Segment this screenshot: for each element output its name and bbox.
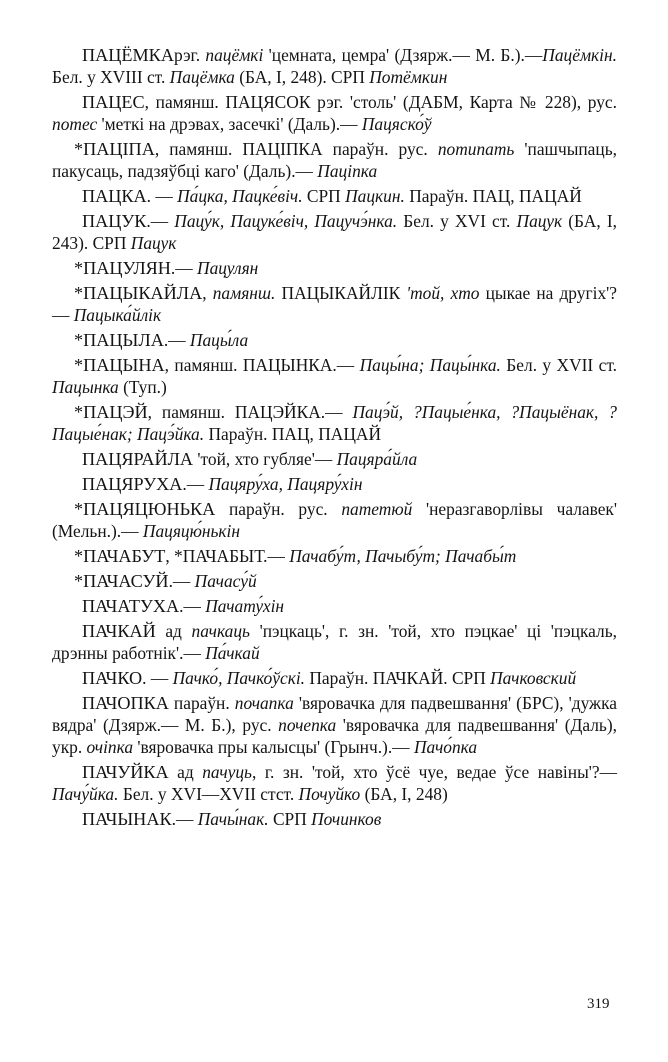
entry-italic-text: Пацяра́йла xyxy=(336,449,418,469)
entry-italic-text: Пацiпка xyxy=(317,161,378,181)
entry-text: рэг. xyxy=(173,45,206,65)
entry-italic-text: потес xyxy=(52,114,98,134)
entry-text: 'неразгаворлівы чалавек' (Мельн.).— xyxy=(52,499,618,541)
page-number: 319 xyxy=(587,996,610,1012)
entry-italic-text: Пацы́ла xyxy=(189,330,249,350)
entry-italic-text: Пачы́нак. xyxy=(197,809,269,829)
entries-column xyxy=(52,44,617,833)
entry-text: ПАЦЫКАЙЛІК xyxy=(275,283,407,303)
entry-italic-text: Почуйко xyxy=(298,784,361,804)
dictionary-entry xyxy=(52,667,617,689)
entry-text: СРП xyxy=(268,809,312,829)
entry-italic-text: Пацэ́й, ?Пацые́нка, ?Пацыёнак, ?Пацые́нак; Пацэ́йка. xyxy=(52,402,617,444)
entry-headword: ПАЧАТУХА xyxy=(82,596,180,616)
dictionary-entry xyxy=(52,401,617,445)
entry-italic-text: Пацяру́ха, Пацяру́хін xyxy=(208,474,363,494)
entry-text: , памянш. ПАЦЫНКА.— xyxy=(164,355,360,375)
entry-italic-text: Пачату́хін xyxy=(205,596,285,616)
entry-headword: ПАЦЁМКА xyxy=(82,45,174,65)
entry-italic-text: Па́чкай xyxy=(205,643,260,663)
dictionary-entry xyxy=(52,185,617,207)
entry-text: . — xyxy=(146,186,178,206)
entry-headword: *ПАЧАСУЙ xyxy=(74,571,169,591)
entry-text: 'вяровачка для падвешвання' (БРС), 'дужка вядра' (Дзярж.— М. Б.), рус. xyxy=(52,693,617,735)
entry-text: , памянш. ПАЦЭЙКА.— xyxy=(147,402,353,422)
entry-text: 'меткі на дрэвах, засечкі' (Даль).— xyxy=(97,114,362,134)
entry-text: .— xyxy=(182,474,209,494)
entry-text: (Туп.) xyxy=(118,377,167,397)
entry-text: , памянш. ПАЦЯСОК рэг. 'столь' (ДАБМ, Карта № 228), рус. xyxy=(144,92,617,112)
entry-italic-text: Пачасу́й xyxy=(194,571,257,591)
dictionary-entry xyxy=(52,448,617,470)
entry-headword: *ПАЦЫЛА xyxy=(74,330,164,350)
entry-italic-text: патетюй xyxy=(341,499,413,519)
dictionary-entry xyxy=(52,257,617,279)
entry-italic-text: Пацы́на; Пацы́нка. xyxy=(359,355,501,375)
entry-headword: *ПАЦЯЦЮНЬКА xyxy=(74,499,216,519)
entry-italic-text: Пачко́, Пачко́ўскі. xyxy=(172,668,306,688)
dictionary-entry xyxy=(52,354,617,398)
entry-text: (БА, I, 248) xyxy=(360,784,448,804)
entry-text: , г. зн. 'той, хто ўсё чуе, ведае ўсе навіны'?— xyxy=(251,762,617,782)
entry-headword: ПАЧОПКА xyxy=(82,693,169,713)
entry-text: Бел. у XVII ст. xyxy=(500,355,617,375)
entry-italic-text: Пацёмкін. xyxy=(542,45,617,65)
entry-italic-text: почепка xyxy=(278,715,337,735)
dictionary-entry xyxy=(52,210,617,254)
entry-italic-text: Потёмкин xyxy=(369,67,448,87)
entry-text: 'вяровачка пры калысцы' (Грынч.).— xyxy=(133,737,414,757)
entry-text: СРП xyxy=(302,186,346,206)
entry-headword: ПАЧКАЙ xyxy=(82,621,156,641)
entry-text: Бел. у XVIII ст. xyxy=(52,67,170,87)
entry-text: Бел. у XVI—XVII стст. xyxy=(118,784,299,804)
entry-headword: ПАЦЯРАЙЛА xyxy=(82,449,194,469)
entry-text: 'пэцкаць', г. зн. 'той, хто пэцкае' ці 'пэцкаль, дрэнны работнік'.— xyxy=(52,621,617,663)
entry-headword: ПАЧЫНАК xyxy=(82,809,172,829)
entry-text: ад xyxy=(168,762,203,782)
entry-headword: ПАЧКО xyxy=(82,668,143,688)
entry-italic-text: Пачу́йка. xyxy=(52,784,119,804)
entry-italic-text: Пацёмка xyxy=(169,67,235,87)
entry-text: 'вяровачка для падвешвання' (Даль), укр. xyxy=(52,715,618,757)
dictionary-entry xyxy=(52,808,617,830)
entry-headword: ПАЧУЙКА xyxy=(82,762,169,782)
dictionary-entry xyxy=(52,329,617,351)
dictionary-entry xyxy=(52,138,617,182)
entry-italic-text: памянш. xyxy=(212,283,276,303)
entry-italic-text: пацёмкі xyxy=(205,45,264,65)
entry-text: Параўн. ПАЦ, ПАЦАЙ xyxy=(204,424,382,444)
entry-italic-text: Па́цка, Пацке́віч. xyxy=(177,186,303,206)
entry-text: . — xyxy=(142,668,173,688)
dictionary-entry xyxy=(52,761,617,805)
entry-italic-text: Пацыка́йлік xyxy=(73,305,162,325)
entry-italic-text: Пацук xyxy=(130,233,177,253)
entry-headword: *ПАЦЫНА xyxy=(74,355,165,375)
entry-italic-text: Пацяцю́нькін xyxy=(142,521,241,541)
entry-headword: ПАЦЯРУХА xyxy=(82,474,183,494)
entry-italic-text: Пацяско́ў xyxy=(361,114,432,134)
entry-text: , *ПАЧАБЫТ.— xyxy=(165,546,290,566)
entry-headword: ПАЦУК xyxy=(82,211,147,231)
entry-text: .— xyxy=(163,330,190,350)
entry-italic-text: Пацук xyxy=(516,211,563,231)
dictionary-entry xyxy=(52,692,617,758)
entry-text: .— xyxy=(146,211,175,231)
entry-text: .— xyxy=(179,596,206,616)
dictionary-entry xyxy=(52,282,617,326)
entry-headword: *ПАЦЭЙ xyxy=(74,402,148,422)
entry-headword: *ПАЦУЛЯН xyxy=(74,258,171,278)
entry-italic-text: Пацу́к, Пацуке́віч, Пацучэ́нка. xyxy=(174,211,398,231)
entry-text: (БА, I, 248). СРП xyxy=(234,67,370,87)
entry-italic-text: Пачо́пка xyxy=(413,737,478,757)
entry-italic-text: потипать xyxy=(437,139,515,159)
entry-text: , xyxy=(202,283,213,303)
dictionary-entry xyxy=(52,620,617,664)
entry-italic-text: Пацкин. xyxy=(345,186,405,206)
entry-italic-text: Починков xyxy=(311,809,382,829)
entry-italic-text: очіпка xyxy=(86,737,134,757)
entry-text: ад xyxy=(155,621,192,641)
entry-italic-text: 'той, хто xyxy=(406,283,480,303)
entry-italic-text: Пацынка xyxy=(52,377,119,397)
entry-italic-text: Пацулян xyxy=(197,258,259,278)
dictionary-entry xyxy=(52,44,617,88)
entry-text: параўн. xyxy=(168,693,235,713)
entry-text: Бел. у XVI ст. xyxy=(397,211,517,231)
entry-italic-text: пачуць xyxy=(202,762,252,782)
entry-text: Параўн. ПАЦ, ПАЦАЙ xyxy=(404,186,582,206)
entry-headword: *ПАЦЫКАЙЛА xyxy=(74,283,203,303)
dictionary-entry xyxy=(52,473,617,495)
entry-headword: ПАЦЕС xyxy=(82,92,145,112)
entry-headword: ПАЦКА xyxy=(82,186,147,206)
dictionary-entry xyxy=(52,498,617,542)
entry-italic-text: почапка xyxy=(234,693,294,713)
dictionary-entry xyxy=(52,595,617,617)
entry-text: Параўн. ПАЧКАЙ. СРП xyxy=(305,668,491,688)
entry-text: параўн. рус. xyxy=(215,499,342,519)
entry-text: цыкае на другіх'?— xyxy=(52,283,617,325)
entry-text: , памянш. ПАЦІПКА параўн. рус. xyxy=(154,139,438,159)
entry-text: 'пашчыпаць, пакусаць, падзяўбці каго' (Даль).— xyxy=(52,139,617,181)
dictionary-entry xyxy=(52,91,617,135)
dictionary-entry xyxy=(52,545,617,567)
entry-text: .— xyxy=(170,258,198,278)
entry-italic-text: Пачабу́т, Пачыбу́т; Пачабы́т xyxy=(289,546,517,566)
entry-text: 'цемната, цемра' (Дзярж.— М. Б.).— xyxy=(263,45,543,65)
entry-text: .— xyxy=(168,571,195,591)
entry-text: 'той, хто губляе'— xyxy=(193,449,337,469)
entry-italic-text: пачкаць xyxy=(191,621,250,641)
entry-text: (БА, I, 243). СРП xyxy=(52,211,617,253)
entry-headword: *ПАЧАБУТ xyxy=(74,546,166,566)
entry-text: .— xyxy=(171,809,198,829)
dictionary-entry xyxy=(52,570,617,592)
entry-headword: *ПАЦІПА xyxy=(74,139,155,159)
entry-italic-text: Пачковский xyxy=(490,668,577,688)
